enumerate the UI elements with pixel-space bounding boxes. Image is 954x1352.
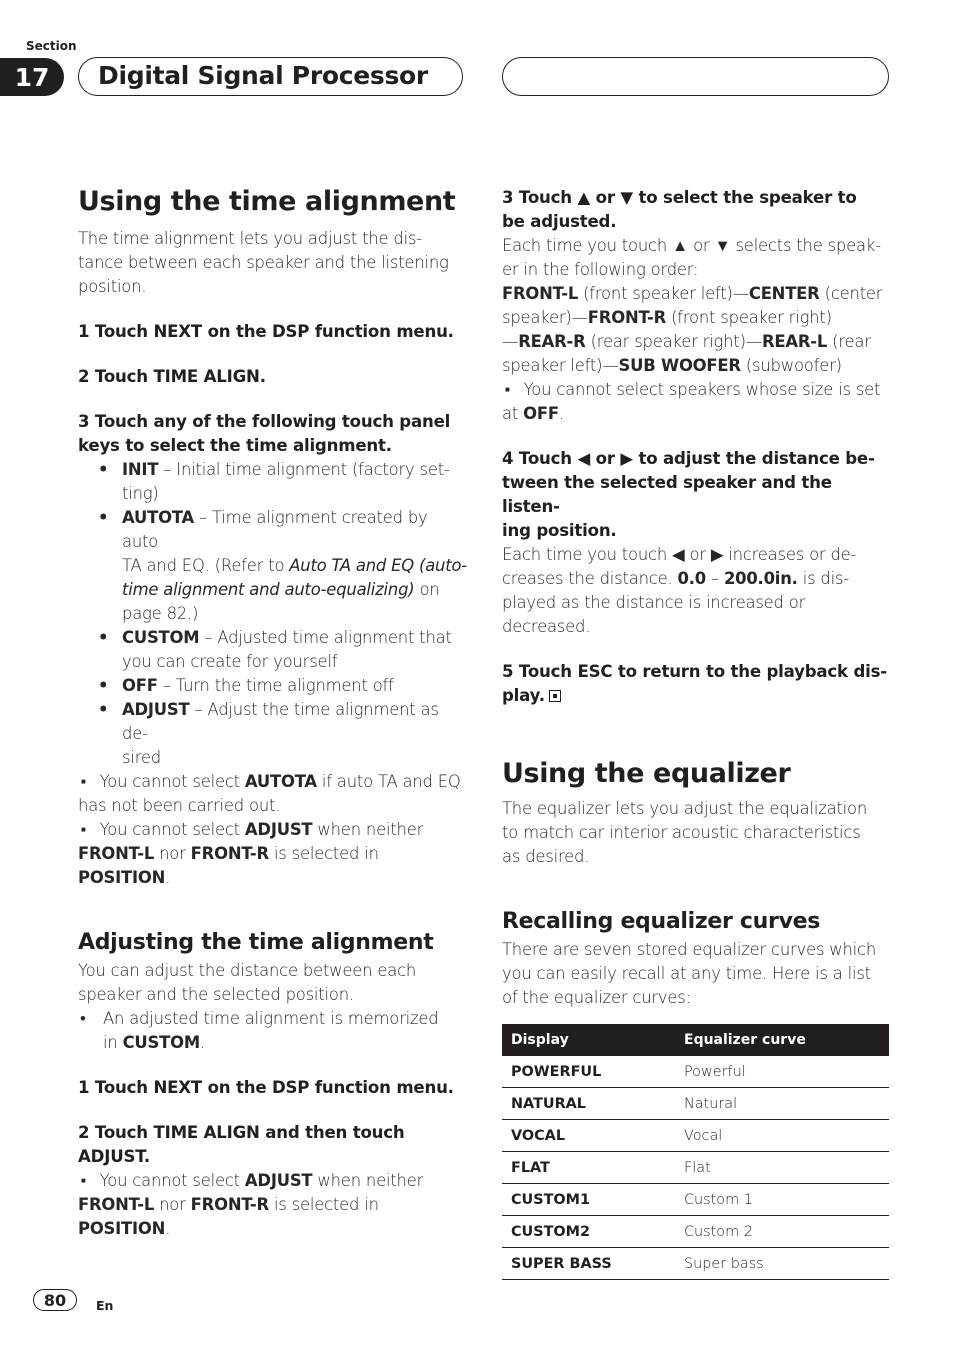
page-number: 80 [33, 1289, 77, 1311]
note-speaker-size: ■ You cannot select speakers whose size is set at OFF. [502, 378, 892, 426]
option-custom: • CUSTOM – Adjusted time alignment that you can create for yourself [78, 626, 468, 674]
section-label: Section [26, 39, 77, 53]
table-row [502, 1184, 889, 1216]
time-alignment-intro: The time alignment lets you adjust the dis- tance between each speaker and the listening position. [78, 229, 449, 296]
table-row [502, 1056, 889, 1088]
heading-time-alignment: Using the time alignment [78, 186, 456, 217]
option-off: • OFF – Turn the time alignment off [78, 674, 468, 698]
recalling-intro: There are seven stored equalizer curves which you can easily recall at any time. Here is a list of the equalizer curves: [502, 940, 877, 1007]
option-autota: • AUTOTA – Time alignment created by auto TA and EQ. (Refer to Auto TA and EQ (auto- time alignment and auto-equalizing) on page 82.) [78, 506, 468, 626]
table-cell-curve: Custom 1 [675, 1184, 889, 1216]
table-cell-display: NATURAL [502, 1088, 675, 1120]
equalizer-curve-table [502, 1024, 889, 1280]
right-step-3: 3 Touch ▲ or ▼ to select the speaker to be adjusted. [502, 188, 857, 231]
chapter-title-box [78, 57, 463, 96]
table-cell-curve: Natural [675, 1088, 889, 1120]
table-row [502, 1216, 889, 1248]
adjust-step-1: 1 Touch NEXT on the DSP function menu. [78, 1078, 454, 1097]
table-cell-curve: Vocal [675, 1120, 889, 1152]
step-2: 2 Touch TIME ALIGN. [78, 367, 266, 386]
note-autota: ■ You cannot select AUTOTA if auto TA and EQ has not been carried out. [78, 770, 468, 818]
speaker-order: FRONT-L (front speaker left)—CENTER (center speaker)—FRONT-R (front speaker right) —REAR-R (rear speaker right)—REAR-L (rear speaker left)—SUB WOOFER (subwoofer) [502, 284, 883, 375]
right-step-4: 4 Touch ◀ or ▶ to adjust the distance be- tween the selected speaker and the listen- ing position. [502, 449, 875, 540]
equalizer-intro: The equalizer lets you adjust the equalization to match car interior acoustic characteristics as desired. [502, 799, 868, 866]
table-row [502, 1248, 889, 1280]
language-label: En [96, 1298, 114, 1313]
end-mark-icon [549, 690, 561, 702]
table-row [502, 1152, 889, 1184]
heading-equalizer: Using the equalizer [502, 758, 791, 789]
adjusting-intro: You can adjust the distance between each speaker and the selected position. [78, 961, 417, 1004]
table-cell-display: SUPER BASS [502, 1248, 675, 1280]
option-init: • INIT – Initial time alignment (factory set- ting) [78, 458, 468, 506]
table-cell-curve: Flat [675, 1152, 889, 1184]
column-header-curve: Equalizer curve [675, 1024, 889, 1056]
speaker-order-intro: Each time you touch ▲ or ▼ selects the speak- er in the following order: [502, 236, 881, 279]
table-cell-curve: Super bass [675, 1248, 889, 1280]
table-cell-display: CUSTOM2 [502, 1216, 675, 1248]
adjusting-bullet: • An adjusted time alignment is memorized in CUSTOM. [78, 1007, 468, 1055]
note-adjust-2: ■ You cannot select ADJUST when neither FRONT-L nor FRONT-R is selected in POSITION. [78, 1169, 468, 1241]
table-row [502, 1120, 889, 1152]
distance-body: Each time you touch ◀ or ▶ increases or de- creases the distance. 0.0 – 200.0in. is dis- played as the distance is increased or decreased. [502, 545, 857, 636]
empty-header-box [502, 57, 889, 96]
table-cell-curve: Custom 2 [675, 1216, 889, 1248]
chapter-title: Digital Signal Processor [98, 61, 428, 90]
note-adjust: ■ You cannot select ADJUST when neither FRONT-L nor FRONT-R is selected in POSITION. [78, 818, 468, 890]
table-cell-curve: Powerful [675, 1056, 889, 1088]
table-header-row [502, 1024, 889, 1056]
right-column [502, 186, 892, 1280]
table-cell-display: VOCAL [502, 1120, 675, 1152]
table-cell-display: CUSTOM1 [502, 1184, 675, 1216]
option-list [78, 458, 468, 770]
right-step-5: 5 Touch ESC to return to the playback dis- play. [502, 662, 887, 705]
table-row [502, 1088, 889, 1120]
column-header-display: Display [502, 1024, 675, 1056]
step-1: 1 Touch NEXT on the DSP function menu. [78, 322, 454, 341]
left-column [78, 180, 468, 1241]
option-adjust: • ADJUST – Adjust the time alignment as de- sired [78, 698, 468, 770]
heading-adjusting-time-alignment: Adjusting the time alignment [78, 930, 434, 955]
table-cell-display: FLAT [502, 1152, 675, 1184]
section-number-badge: 17 [0, 58, 64, 96]
adjust-step-2: 2 Touch TIME ALIGN and then touch ADJUST. [78, 1123, 405, 1166]
table-cell-display: POWERFUL [502, 1056, 675, 1088]
heading-recalling-curves: Recalling equalizer curves [502, 909, 821, 934]
step-3: 3 Touch any of the following touch panel keys to select the time alignment. [78, 412, 451, 455]
